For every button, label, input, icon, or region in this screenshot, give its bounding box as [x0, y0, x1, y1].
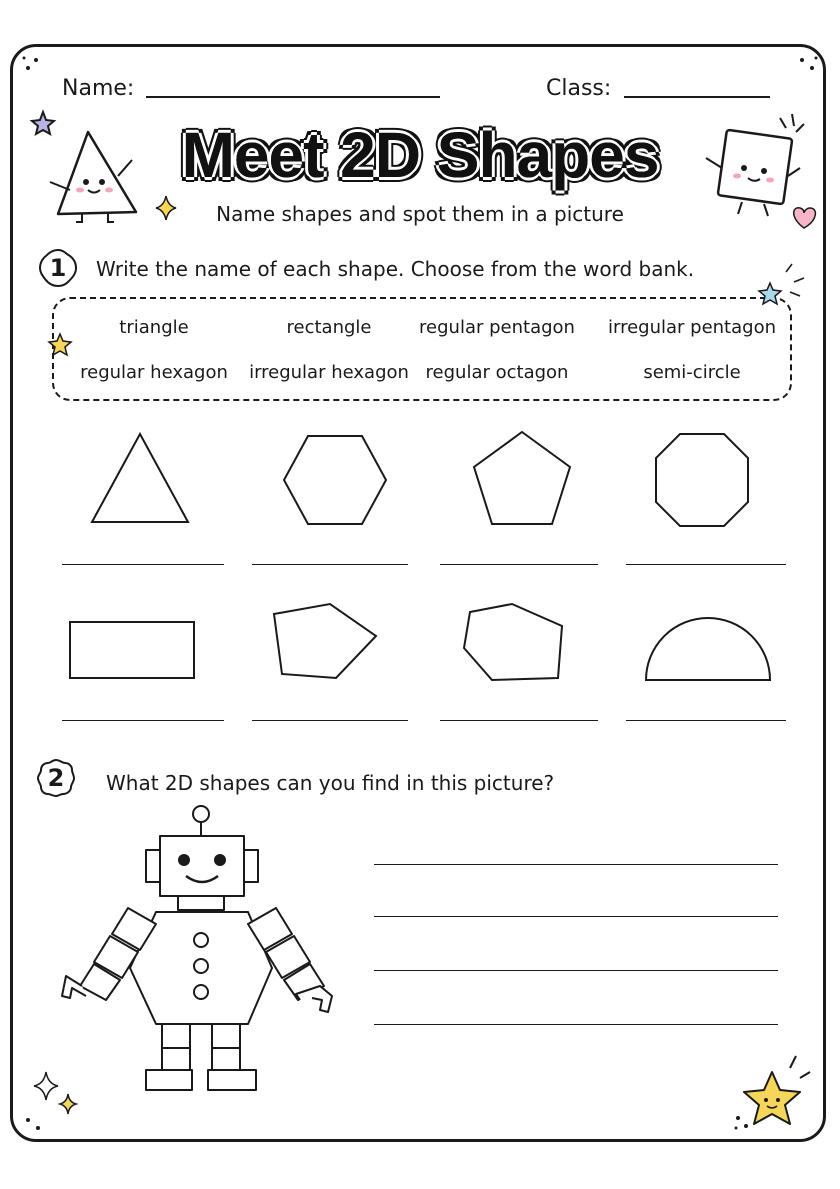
word-bank-item: regular pentagon — [419, 317, 575, 338]
sparkle-icon — [60, 1094, 76, 1114]
name-label: Name: — [62, 76, 135, 101]
section-1-question: Write the name of each shape. Choose from the word bank. — [96, 257, 695, 281]
word-bank-item: regular octagon — [425, 362, 569, 383]
word-bank-item: irregular hexagon — [249, 362, 409, 383]
class-label: Class: — [546, 76, 612, 101]
section-2-question: What 2D shapes can you find in this picture? — [106, 771, 555, 795]
sparkle-icon — [34, 1072, 58, 1100]
section-1-number: 1 — [49, 254, 67, 282]
word-bank-item: semi-circle — [643, 362, 741, 383]
page-title: Meet 2D Shapes — [181, 119, 659, 191]
word-bank-item: triangle — [119, 317, 189, 338]
word-bank-item: regular hexagon — [80, 362, 228, 383]
word-bank-item: rectangle — [286, 317, 372, 338]
page-subtitle: Name shapes and spot them in a picture — [216, 202, 624, 226]
smiling-star-icon — [744, 1056, 810, 1124]
word-bank-item: irregular pentagon — [608, 317, 776, 338]
section-2-number: 2 — [47, 764, 65, 792]
